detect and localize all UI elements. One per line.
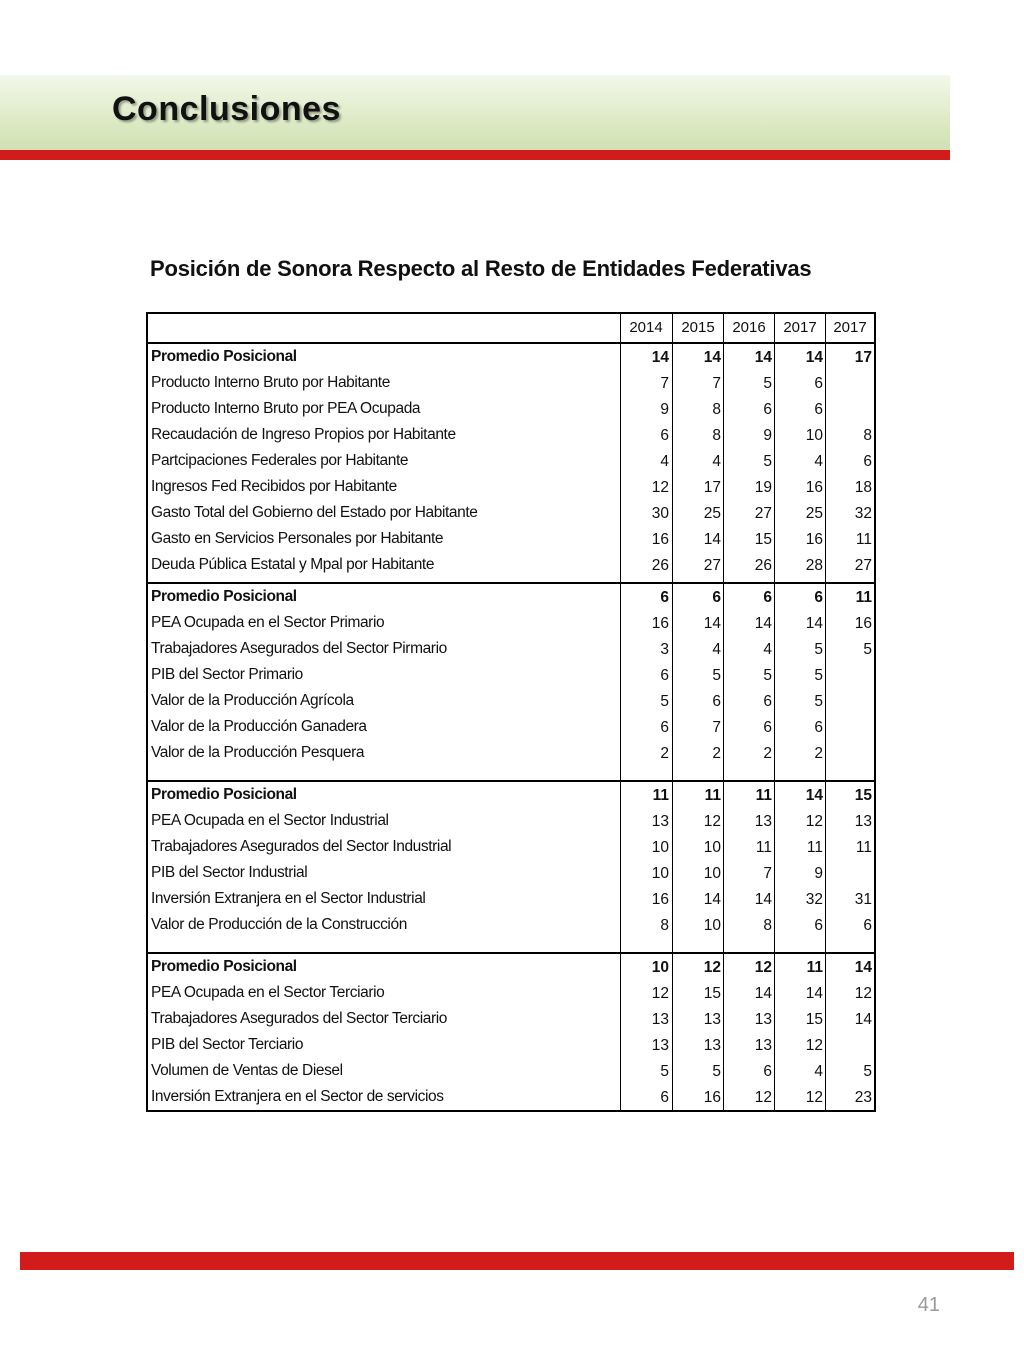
- value-cell: 16: [651, 615, 669, 632]
- value-cell: 12: [703, 813, 721, 830]
- value-cell: [825, 1032, 874, 1058]
- table-row: [148, 370, 874, 396]
- value-cell: 10: [703, 839, 721, 856]
- value-cell: 4: [763, 641, 772, 658]
- value-cell: 13: [754, 813, 772, 830]
- row-label: Ingresos Fed Recibidos por Habitante: [151, 478, 397, 495]
- value-cell: 10: [805, 427, 823, 444]
- value-cell: 2: [763, 745, 772, 762]
- slide-title: Conclusiones: [112, 90, 341, 128]
- value-cell: 15: [854, 787, 872, 804]
- value-cell: 7: [660, 375, 669, 392]
- summary-row: [148, 782, 874, 808]
- value-cell: 16: [651, 891, 669, 908]
- value-cell: 15: [703, 985, 721, 1002]
- value-cell: 5: [814, 693, 823, 710]
- value-cell: 16: [805, 531, 823, 548]
- value-cell: 17: [854, 349, 872, 366]
- value-cell: 19: [754, 479, 772, 496]
- value-cell: 27: [754, 505, 772, 522]
- table-row: [148, 422, 874, 448]
- row-label: PIB del Sector Terciario: [151, 1036, 304, 1053]
- row-label: Promedio Posicional: [151, 348, 297, 365]
- value-cell: 6: [763, 693, 772, 710]
- value-cell: 18: [854, 479, 872, 496]
- value-cell: 8: [763, 917, 772, 934]
- value-cell: 6: [660, 1089, 669, 1106]
- value-cell: 5: [660, 1063, 669, 1080]
- value-cell: 14: [651, 349, 669, 366]
- row-label: Gasto en Servicios Personales por Habitante: [151, 530, 444, 547]
- value-cell: 31: [854, 891, 872, 908]
- value-cell: 6: [863, 917, 872, 934]
- value-cell: 6: [814, 375, 823, 392]
- table-row: [148, 714, 874, 740]
- table-row: [148, 688, 874, 714]
- value-cell: 5: [712, 667, 721, 684]
- value-cell: 14: [805, 349, 823, 366]
- value-cell: 11: [652, 787, 669, 804]
- value-cell: 27: [854, 557, 872, 574]
- table-row: [148, 808, 874, 834]
- row-label: Recaudación de Ingreso Propios por Habitante: [151, 426, 456, 443]
- value-cell: [825, 662, 874, 688]
- value-cell: 16: [651, 531, 669, 548]
- value-cell: 16: [805, 479, 823, 496]
- value-cell: 12: [854, 985, 872, 1002]
- value-cell: 6: [814, 719, 823, 736]
- table-row: [148, 396, 874, 422]
- value-cell: 14: [805, 787, 823, 804]
- value-cell: 26: [651, 557, 669, 574]
- value-cell: 15: [805, 1011, 823, 1028]
- value-cell: 6: [712, 693, 721, 710]
- row-label: Partcipaciones Federales por Habitante: [151, 452, 409, 469]
- value-cell: 9: [763, 427, 772, 444]
- year-header: 2015: [672, 314, 723, 342]
- value-cell: 11: [755, 839, 772, 856]
- value-cell: 14: [854, 1011, 872, 1028]
- value-cell: 32: [854, 505, 872, 522]
- value-cell: 13: [651, 813, 669, 830]
- value-cell: 6: [660, 667, 669, 684]
- value-cell: 14: [854, 959, 872, 976]
- year-header: 2017: [825, 314, 874, 342]
- value-cell: 11: [806, 959, 823, 976]
- value-cell: 25: [805, 505, 823, 522]
- value-cell: 4: [660, 453, 669, 470]
- row-label: Valor de la Producción Agrícola: [151, 692, 354, 709]
- value-cell: 6: [660, 427, 669, 444]
- table-row: [148, 448, 874, 474]
- table-row: [148, 740, 874, 766]
- value-cell: 9: [660, 401, 669, 418]
- value-cell: 4: [712, 641, 721, 658]
- table-title: Posición de Sonora Respecto al Resto de Entidades Federativas: [150, 256, 812, 281]
- value-cell: 23: [854, 1089, 872, 1106]
- value-cell: 11: [704, 787, 721, 804]
- row-label: Trabajadores Asegurados del Sector Industrial: [151, 838, 452, 855]
- row-label: Promedio Posicional: [151, 786, 297, 803]
- table-row: [148, 1032, 874, 1058]
- value-cell: 6: [660, 719, 669, 736]
- footer-accent-rule: [20, 1252, 1014, 1270]
- value-cell: 14: [754, 349, 772, 366]
- row-label: Valor de la Producción Ganadera: [151, 718, 367, 735]
- row-label: Valor de Producción de la Construcción: [151, 916, 407, 933]
- table-row: [148, 1084, 874, 1110]
- year-header: 2014: [620, 314, 671, 342]
- value-cell: 3: [660, 641, 669, 658]
- value-cell: 14: [754, 985, 772, 1002]
- table-row: [148, 980, 874, 1006]
- value-cell: 10: [703, 917, 721, 934]
- value-cell: 14: [754, 615, 772, 632]
- value-cell: [825, 860, 874, 886]
- value-cell: 4: [814, 453, 823, 470]
- row-label: Volumen de Ventas de Diesel: [151, 1062, 343, 1079]
- position-table: [146, 312, 876, 1112]
- value-cell: 5: [763, 453, 772, 470]
- value-cell: 8: [712, 427, 721, 444]
- table-row: [148, 860, 874, 886]
- value-cell: 10: [703, 865, 721, 882]
- value-cell: [825, 396, 874, 422]
- year-header: 2017: [774, 314, 825, 342]
- row-label: Inversión Extranjera en el Sector de servicios: [151, 1088, 444, 1105]
- value-cell: 6: [763, 401, 772, 418]
- value-cell: 13: [754, 1011, 772, 1028]
- row-label: Trabajadores Asegurados del Sector Terciario: [151, 1010, 448, 1027]
- row-label: PIB del Sector Industrial: [151, 864, 308, 881]
- value-cell: 16: [703, 1089, 721, 1106]
- value-cell: 6: [863, 453, 872, 470]
- value-cell: [825, 714, 874, 740]
- table-row: [148, 1058, 874, 1084]
- value-cell: 12: [805, 1037, 823, 1054]
- row-label: Trabajadores Asegurados del Sector Pirmario: [151, 640, 447, 657]
- value-cell: 11: [855, 839, 872, 856]
- value-cell: 5: [814, 667, 823, 684]
- value-cell: 7: [712, 719, 721, 736]
- table-row: [148, 1006, 874, 1032]
- value-cell: 14: [805, 615, 823, 632]
- value-cell: 10: [651, 865, 669, 882]
- value-cell: 7: [763, 865, 772, 882]
- value-cell: 8: [712, 401, 721, 418]
- year-header: 2016: [723, 314, 774, 342]
- value-cell: 17: [703, 479, 721, 496]
- value-cell: 8: [660, 917, 669, 934]
- row-label: PIB del Sector Primario: [151, 666, 303, 683]
- table-row: [148, 912, 874, 938]
- value-cell: 25: [703, 505, 721, 522]
- table-row: [148, 610, 874, 636]
- value-cell: 6: [712, 589, 721, 606]
- value-cell: [825, 370, 874, 396]
- value-cell: 32: [805, 891, 823, 908]
- value-cell: 4: [712, 453, 721, 470]
- row-label: Promedio Posicional: [151, 958, 297, 975]
- table-row: [148, 662, 874, 688]
- row-label: Producto Interno Bruto por Habitante: [151, 374, 390, 391]
- value-cell: 12: [805, 813, 823, 830]
- value-cell: 6: [814, 589, 823, 606]
- value-cell: 5: [763, 375, 772, 392]
- value-cell: 5: [863, 1063, 872, 1080]
- value-cell: 14: [703, 891, 721, 908]
- value-cell: 15: [754, 531, 772, 548]
- value-cell: 9: [814, 865, 823, 882]
- table-row: [148, 500, 874, 526]
- value-cell: 12: [805, 1089, 823, 1106]
- value-cell: 13: [703, 1037, 721, 1054]
- table-row: [148, 526, 874, 552]
- row-label: PEA Ocupada en el Sector Primario: [151, 614, 385, 631]
- value-cell: 13: [854, 813, 872, 830]
- value-cell: 6: [814, 917, 823, 934]
- value-cell: 28: [805, 557, 823, 574]
- value-cell: 2: [712, 745, 721, 762]
- value-cell: 13: [703, 1011, 721, 1028]
- table-row: [148, 474, 874, 500]
- table-row: [148, 636, 874, 662]
- value-cell: 12: [754, 959, 772, 976]
- value-cell: 6: [763, 719, 772, 736]
- row-label: PEA Ocupada en el Sector Terciario: [151, 984, 385, 1001]
- value-cell: 5: [763, 667, 772, 684]
- table-row: [148, 834, 874, 860]
- value-cell: 13: [754, 1037, 772, 1054]
- value-cell: 10: [651, 839, 669, 856]
- value-cell: 12: [754, 1089, 772, 1106]
- row-label: Producto Interno Bruto por PEA Ocupada: [151, 400, 421, 417]
- value-cell: 11: [806, 839, 823, 856]
- value-cell: 5: [660, 693, 669, 710]
- summary-row: [148, 954, 874, 980]
- value-cell: 8: [863, 427, 872, 444]
- value-cell: 11: [855, 531, 872, 548]
- value-cell: 5: [712, 1063, 721, 1080]
- value-cell: 13: [651, 1037, 669, 1054]
- table-row: [148, 552, 874, 578]
- page-number: 41: [917, 1294, 940, 1316]
- row-label: Promedio Posicional: [151, 588, 297, 605]
- header-accent-rule: [0, 150, 950, 160]
- row-label: Gasto Total del Gobierno del Estado por Habitante: [151, 504, 478, 521]
- summary-row: [148, 584, 874, 610]
- value-cell: 12: [703, 959, 721, 976]
- value-cell: 6: [763, 589, 772, 606]
- value-cell: 2: [660, 745, 669, 762]
- value-cell: 2: [814, 745, 823, 762]
- value-cell: 14: [703, 531, 721, 548]
- value-cell: 14: [703, 615, 721, 632]
- value-cell: 12: [651, 985, 669, 1002]
- value-cell: 12: [651, 479, 669, 496]
- value-cell: 6: [814, 401, 823, 418]
- value-cell: 26: [754, 557, 772, 574]
- value-cell: 6: [660, 589, 669, 606]
- row-label: Valor de la Producción Pesquera: [151, 744, 365, 761]
- row-label: Inversión Extranjera en el Sector Industrial: [151, 890, 426, 907]
- value-cell: 10: [651, 959, 669, 976]
- value-cell: 14: [805, 985, 823, 1002]
- value-cell: 11: [755, 787, 772, 804]
- table-row: [148, 886, 874, 912]
- value-cell: [825, 688, 874, 714]
- row-label: Deuda Pública Estatal y Mpal por Habitante: [151, 556, 435, 573]
- value-cell: 6: [763, 1063, 772, 1080]
- value-cell: [825, 740, 874, 766]
- value-cell: 16: [854, 615, 872, 632]
- value-cell: 4: [814, 1063, 823, 1080]
- value-cell: 5: [814, 641, 823, 658]
- value-cell: 14: [754, 891, 772, 908]
- value-cell: 27: [703, 557, 721, 574]
- row-label: PEA Ocupada en el Sector Industrial: [151, 812, 389, 829]
- value-cell: 30: [651, 505, 669, 522]
- value-cell: 13: [651, 1011, 669, 1028]
- value-cell: 5: [863, 641, 872, 658]
- value-cell: 11: [855, 589, 872, 606]
- value-cell: 14: [703, 349, 721, 366]
- summary-row: [148, 344, 874, 370]
- value-cell: 7: [712, 375, 721, 392]
